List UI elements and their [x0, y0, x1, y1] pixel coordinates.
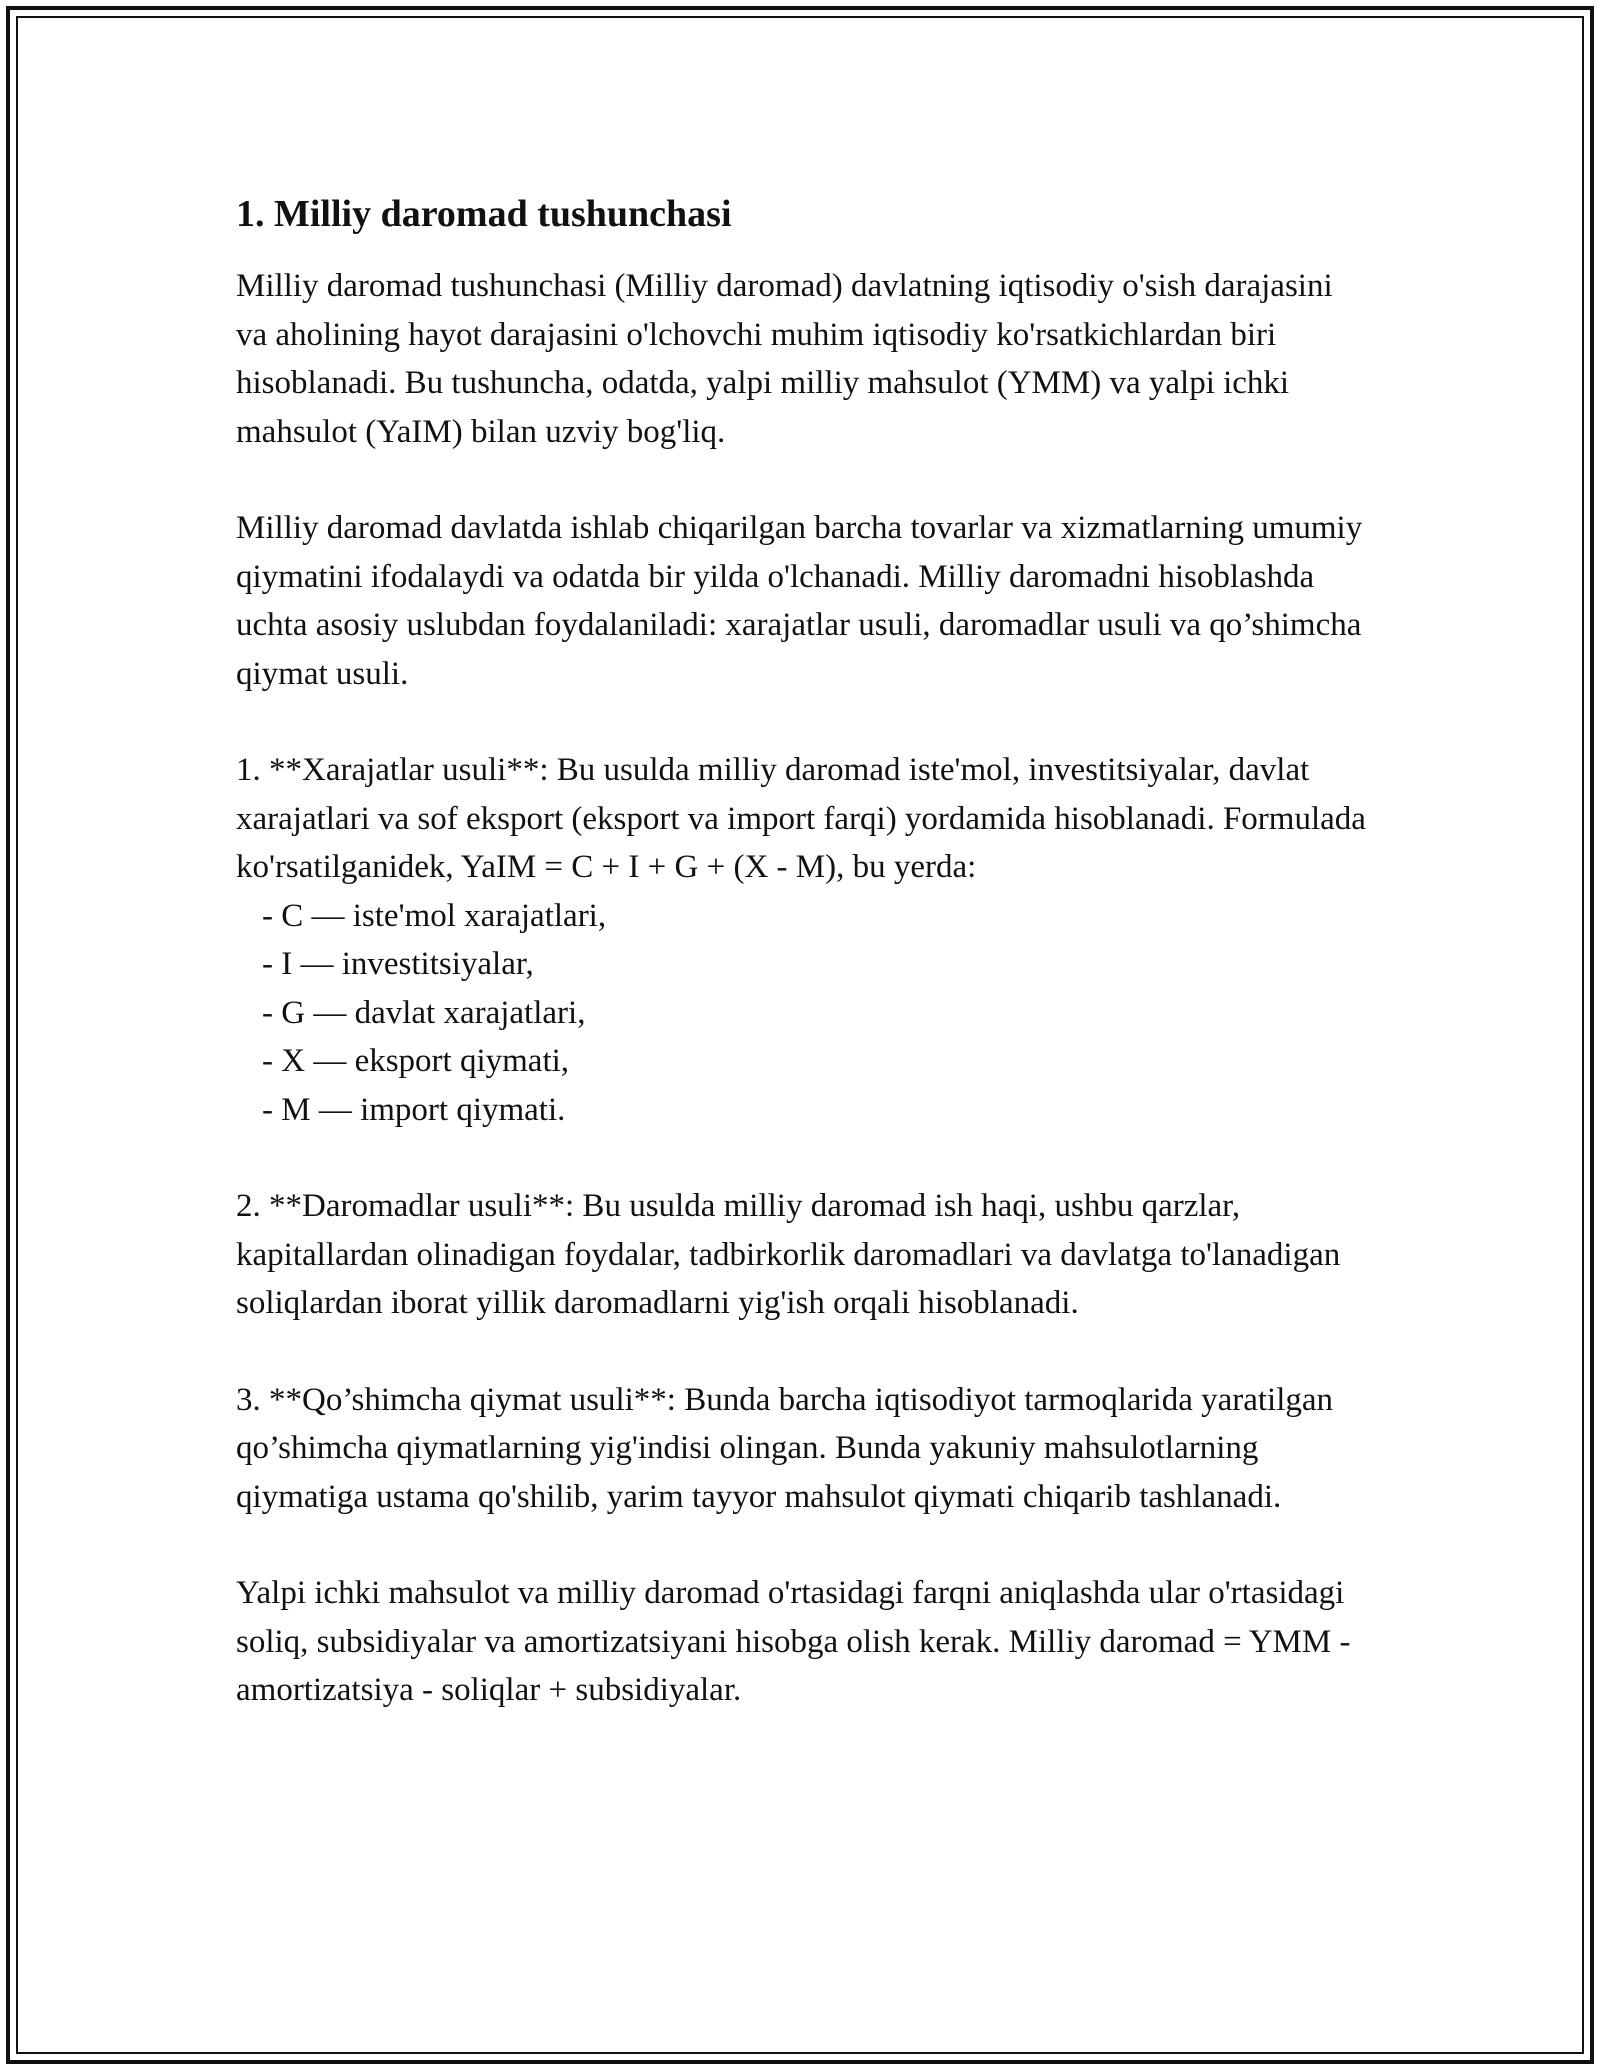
- paragraph-intro: Milliy daromad tushunchasi (Milliy daromad) davlatning iqtisodiy o'sish darajasini va aholining hayot darajasini o'lchovchi muhim iqtisodiy ko'rsatkichlardan biri hisoblanadi. Bu tushuncha, odatda, yalpi milliy mahsulot (YMM) va yalpi ichki mahsulot (YaIM) bilan uzviy bog'liq.: [236, 268, 1333, 450]
- paragraph-methods-overview: Milliy daromad davlatda ishlab chiqarilgan barcha tovarlar va xizmatlarning umumiy qiymatini ifodalaydi va odatda bir yilda o'lchanadi. Milliy daromadni hisoblashda uchta asosiy uslubdan foydalaniladi: xarajatlar usuli, daromadlar usuli va qo’shimcha qiymat usuli.: [236, 510, 1363, 692]
- section-heading: 1. Milliy daromad tushunchasi: [236, 193, 732, 235]
- formula-term-c: - C — iste'mol xarajatlari,: [262, 897, 607, 934]
- paragraph-conclusion: Yalpi ichki mahsulot va milliy daromad o'rtasidagi farqni aniqlashda ular o'rtasidagi soliq, subsidiyalar va amortizatsiyani hisobga olish kerak. Milliy daromad = YMM - amortizatsiya - soliqlar + subsidiyalar.: [236, 1575, 1351, 1708]
- document-body: [236, 186, 1366, 1763]
- paragraph-expenditure-method: 1. **Xarajatlar usuli**: Bu usulda milliy daromad iste'mol, investitsiyalar, davlat xarajatlari va sof eksport (eksport va import farqi) yordamida hisoblanadi. Formulada ko'rsatilganidek, YaIM = C + I + G + (X - M), bu yerda:: [236, 752, 1366, 885]
- paragraph-income-method: 2. **Daromadlar usuli**: Bu usulda milliy daromad ish haqi, ushbu qarzlar, kapitallardan olinadigan foydalar, tadbirkorlik daromadlari va davlatga to'lanadigan soliqlardan iborat yillik daromadlarni yig'ish orqali hisoblanadi.: [236, 1188, 1341, 1321]
- formula-term-m: - M — import qiymati.: [262, 1091, 566, 1128]
- formula-term-g: - G — davlat xarajatlari,: [262, 994, 586, 1031]
- expenditure-method-block: [236, 746, 1366, 1134]
- paragraph-value-added-method: 3. **Qo’shimcha qiymat usuli**: Bunda barcha iqtisodiyot tarmoqlarida yaratilgan qo’shimcha qiymatlarning yig'indisi olingan. Bunda yakuniy mahsulotlarning qiymatiga ustama qo'shilib, yarim tayyor mahsulot qiymati chiqarib tashlanadi.: [236, 1381, 1334, 1515]
- formula-term-i: - I — investitsiyalar,: [262, 946, 534, 982]
- formula-term-x: - X — eksport qiymati,: [262, 1043, 570, 1079]
